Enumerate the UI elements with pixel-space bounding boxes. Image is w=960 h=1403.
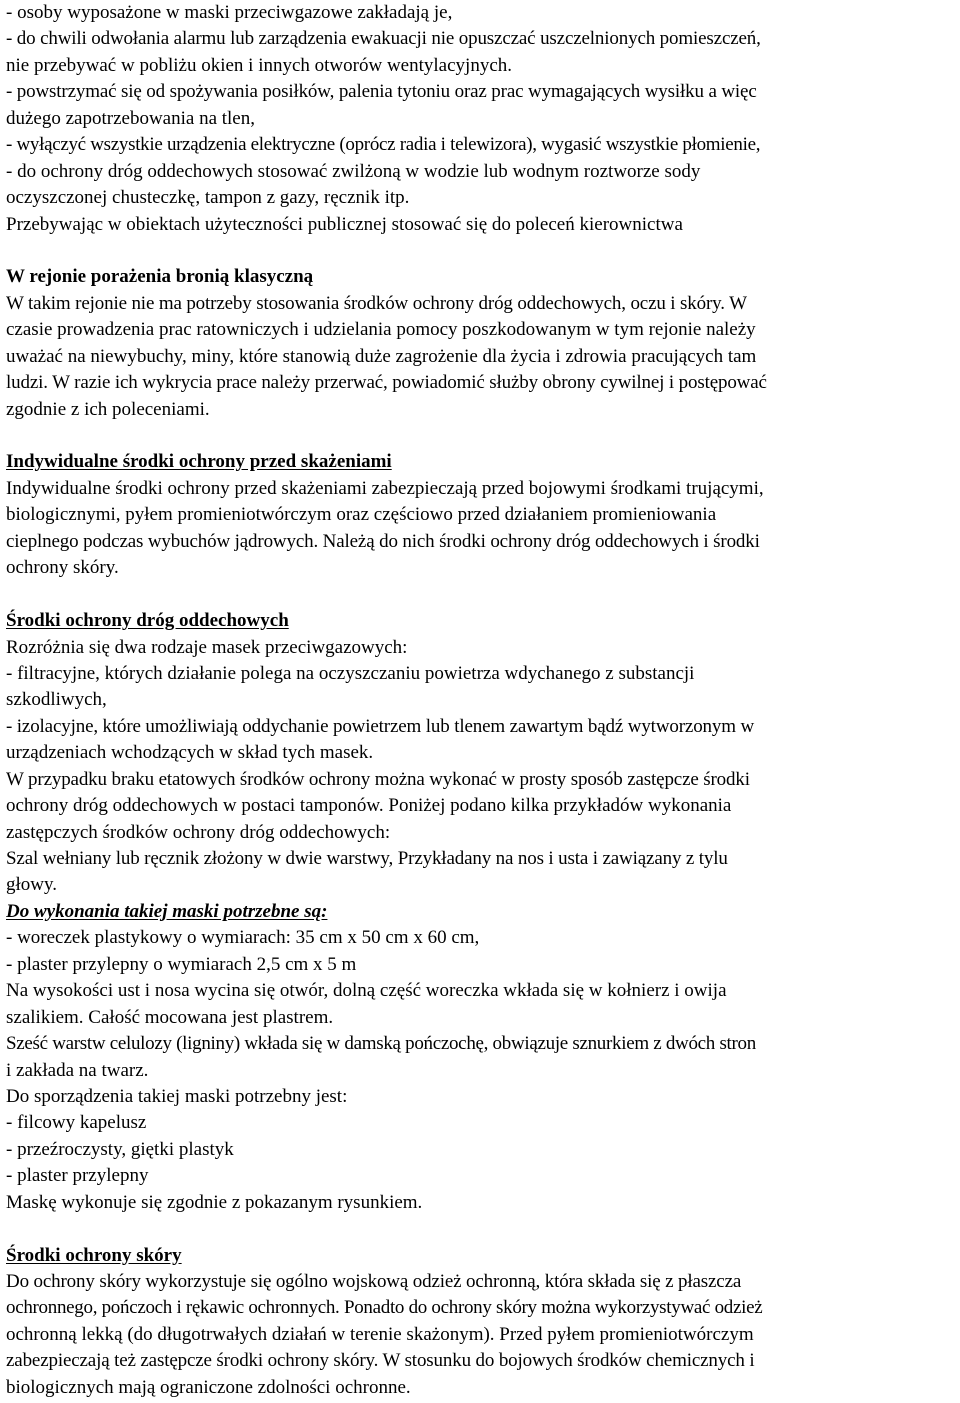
subheading: Do wykonania takiej maski potrzebne są: bbox=[6, 900, 328, 922]
text-line: zastępczych środków ochrony dróg oddechowych: bbox=[6, 821, 391, 843]
text-line: głowy. bbox=[6, 874, 58, 896]
section-heading: Środki ochrony skóry bbox=[6, 1244, 182, 1266]
text-line: - izolacyjne, które umożliwiają oddychanie powietrzem lub tlenem zawartym bądź wytworzonym w bbox=[6, 715, 755, 737]
text-line: - plaster przylepny o wymiarach 2,5 cm x 5 m bbox=[6, 953, 357, 975]
text-line: Rozróżnia się dwa rodzaje masek przeciwgazowych: bbox=[6, 636, 408, 658]
text-line: zabezpieczają też zastępcze środki ochrony skóry. W stosunku do bojowych środków chemicznych i bbox=[6, 1350, 755, 1372]
text-line: Do sporządzenia takiej maski potrzebny jest: bbox=[6, 1085, 348, 1107]
text-line: biologicznych mają ograniczone zdolności ochronne. bbox=[6, 1376, 411, 1398]
text-line: uważać na niewybuchy, miny, które stanowią duże zagrożenie dla życia i zdrowia pracujących tam bbox=[6, 345, 757, 367]
text-line: zgodnie z ich poleceniami. bbox=[6, 398, 210, 420]
text-line: dużego zapotrzebowania na tlen, bbox=[6, 107, 255, 129]
text-line: - osoby wyposażone w maski przeciwgazowe zakładają je, bbox=[6, 2, 453, 23]
paragraph-gap bbox=[6, 238, 958, 264]
paragraph-gap bbox=[6, 1216, 958, 1242]
section-heading: W rejonie porażenia bronią klasyczną bbox=[6, 266, 314, 288]
text-line: urządzeniach wchodzących w skład tych masek. bbox=[6, 742, 374, 764]
document-page bbox=[6, 0, 958, 1401]
text-line: oczyszczonej chusteczkę, tampon z gazy, ręcznik itp. bbox=[6, 187, 410, 209]
text-line: - powstrzymać się od spożywania posiłków, palenia tytoniu oraz prac wymagających wysiłku a więc bbox=[6, 81, 757, 103]
section-skin-protection bbox=[6, 1243, 958, 1402]
text-line: czasie prowadzenia prac ratowniczych i udzielania pomocy poszkodowanym w tym rejonie należy bbox=[6, 319, 756, 341]
text-line: i zakłada na twarz. bbox=[6, 1059, 149, 1081]
text-line: - filtracyjne, których działanie polega na oczyszczaniu powietrza wdychanego z substancji bbox=[6, 662, 695, 684]
text-line: Na wysokości ust i nosa wycina się otwór, dolną część woreczka wkłada się w kołnierz i owija bbox=[6, 980, 727, 1002]
text-line: nie przebywać w pobliżu okien i innych otworów wentylacyjnych. bbox=[6, 54, 512, 76]
text-line: - wyłączyć wszystkie urządzenia elektryczne (oprócz radia i telewizora), wygasić wszystkie płomienie, bbox=[6, 134, 761, 156]
text-line: ochronną lekką (do długotrwałych działań w terenie skażonym). Przed pyłem promieniotwórczym bbox=[6, 1323, 754, 1345]
instructions-list bbox=[6, 0, 958, 238]
section-individual-protection bbox=[6, 449, 958, 581]
text-line: ochrony skóry. bbox=[6, 557, 119, 579]
section-heading: Środki ochrony dróg oddechowych bbox=[6, 610, 289, 632]
text-line: Do ochrony skóry wykorzystuje się ogólno wojskową odzież ochronną, która składa się z płaszcza bbox=[6, 1271, 742, 1292]
section-conventional-weapons bbox=[6, 264, 958, 423]
text-line: Przebywając w obiektach użyteczności publicznej stosować się do poleceń kierownictwa bbox=[6, 213, 683, 235]
text-line: szalikiem. Całość mocowana jest plastrem. bbox=[6, 1006, 334, 1028]
text-line: Szal wełniany lub ręcznik złożony w dwie warstwy, Przykładany na nos i usta i zawiązany z tylu bbox=[6, 848, 728, 869]
text-line: - do chwili odwołania alarmu lub zarządzenia ewakuacji nie opuszczać uszczelnionych pomieszczeń, bbox=[6, 28, 761, 50]
text-line: Indywidualne środki ochrony przed skażeniami zabezpieczają przed bojowymi środkami trującymi, bbox=[6, 477, 764, 499]
text-line: ludzi. W razie ich wykrycia prace należy przerwać, powiadomić służby obrony cywilnej i postępować bbox=[6, 372, 767, 394]
text-line: - plaster przylepny bbox=[6, 1165, 149, 1187]
paragraph-gap bbox=[6, 423, 958, 449]
section-respiratory-protection bbox=[6, 608, 958, 1216]
text-line: W przypadku braku etatowych środków ochrony można wykonać w prosty sposób zastępcze środki bbox=[6, 768, 750, 790]
text-line: - przeźroczysty, giętki plastyk bbox=[6, 1138, 234, 1160]
text-line: ochronnego, pończoch i rękawic ochronnych. Ponadto do ochrony skóry można wykorzystywać odzież bbox=[6, 1297, 763, 1319]
text-line: Sześć warstw celulozy (ligniny) wkłada się w damską pończochę, obwiązuje sznurkiem z dwóch stron bbox=[6, 1033, 756, 1055]
paragraph-gap bbox=[6, 582, 958, 608]
text-line: biologicznymi, pyłem promieniotwórczym oraz częściowo przed działaniem promieniowania bbox=[6, 504, 717, 526]
text-line: - woreczek plastykowy o wymiarach: 35 cm x 50 cm x 60 cm, bbox=[6, 927, 480, 949]
text-line: szkodliwych, bbox=[6, 689, 107, 711]
text-line: Maskę wykonuje się zgodnie z pokazanym rysunkiem. bbox=[6, 1191, 423, 1213]
text-line: - do ochrony dróg oddechowych stosować zwilżoną w wodzie lub wodnym roztworze sody bbox=[6, 160, 701, 182]
text-line: ochrony dróg oddechowych w postaci tamponów. Poniżej podano kilka przykładów wykonania bbox=[6, 795, 732, 817]
section-heading: Indywidualne środki ochrony przed skażeniami bbox=[6, 451, 392, 473]
text-line: W takim rejonie nie ma potrzeby stosowania środków ochrony dróg oddechowych, oczu i skóry. W bbox=[6, 292, 747, 314]
text-line: cieplnego podczas wybuchów jądrowych. Należą do nich środki ochrony dróg oddechowych i środki bbox=[6, 530, 760, 552]
text-line: - filcowy kapelusz bbox=[6, 1112, 147, 1134]
